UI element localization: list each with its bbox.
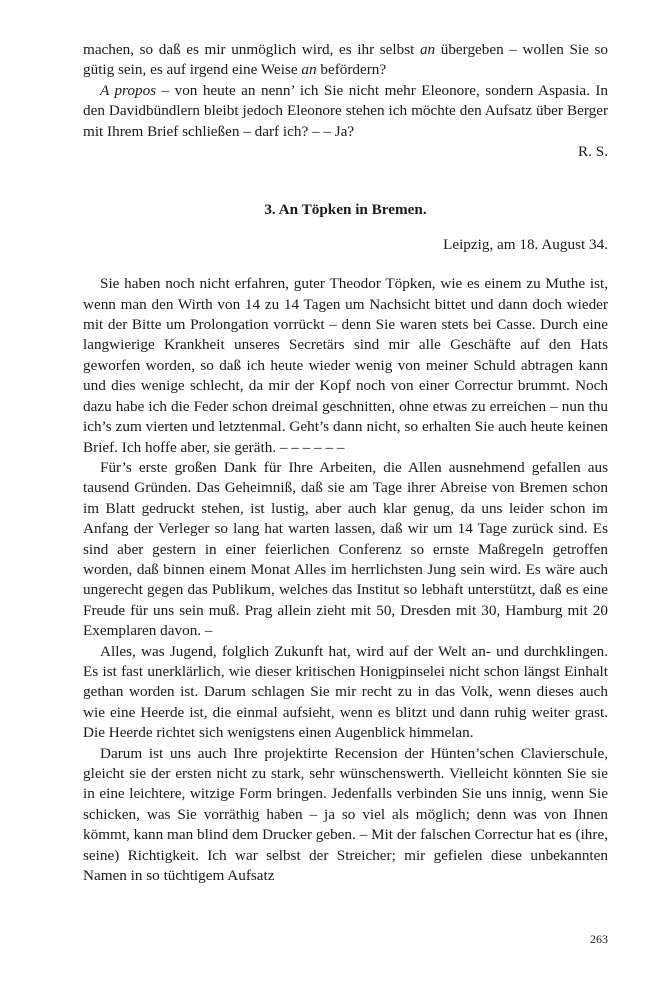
- dateline: Leipzig, am 18. August 34.: [443, 235, 608, 253]
- italic-word: an: [301, 61, 317, 79]
- italic-phrase: A propos: [100, 81, 157, 99]
- body-paragraph: Alles, was Jugend, folglich Zukunft hat, wird auf der Welt an- und durchklingen. Es ist fast unerklärlich, wie dieser kritischen Honigpinselei nicht schon längst Einhalt gethan worden ist. Darum schlagen Sie mir recht zu in das Volk, wenn dieses auch wie eine Heerde ist, die einmal aufsieht, wenn es blitzt und dann ruhig weiter grast. Die Heerde richtet sich wenigstens einen Augenblick himmelan.: [83, 642, 608, 742]
- text-run: machen, so daß es mir unmöglich wird, es ihr selbst: [83, 41, 420, 58]
- paragraph-continuation: [83, 40, 608, 81]
- body-paragraph: Darum ist uns auch Ihre projektirte Recension der Hünten’schen Clavierschule, gleicht sie der ersten nicht zu stark, sehr wünschenswerth. Vielleicht könnten Sie sie in eine leichtere, witzige Form bringen. Jedenfalls verbinden Sie uns innig, wenn Sie schicken, was Sie vorräthig haben – ja so viel als möglich; denn was von Ihnen kömmt, kann man blind dem Drucker geben. – Mit der falschen Correctur hat es (ihre, seine) Richtigkeit. Ich war selbst der Streicher; mir gefielen diese unbekannten Namen in so tüchtigem Aufsatz: [83, 744, 608, 885]
- text-run: übergeben – wollen Sie so gütig sein, es auf irgend eine Weise: [83, 41, 608, 79]
- paragraph-apropos: [83, 81, 608, 142]
- page-number: 263: [590, 932, 608, 946]
- italic-word: an: [419, 41, 436, 58]
- signature: R. S.: [578, 143, 608, 161]
- body-paragraph: Für’s erste großen Dank für Ihre Arbeiten, die Allen ausnehmend gefallen aus tausend Gründen. Das Geheimniß, daß sie am Tage ihrer Abreise von Bremen schon im Blatt gedruckt stehen, ist lustig, aber auch klar genug, da uns leider schon im Anfang der Verleger so lang hat warten lassen, daß wir um 14 Tage zurück sind. Es sind aber gestern in einer feierlichen Conferenz so ernste Maßregeln getroffen worden, daß binnen einem Monat Alles im herrlichsten Jung sein wird. Es wäre auch ungerecht gegen das Publikum, welches das Institut so lebhaft unterstützt, daß es eine Freude für uns sein muß. Prag allein zieht mit 50, Dresden mit 30, Hamburg mit 20 Exemplaren davon. –: [83, 458, 608, 640]
- page-body: [83, 40, 608, 886]
- text-run: – von heute an nenn’ ich Sie nicht mehr Eleonore, sondern Aspasia. In den Davidbündlern bleibt jedoch Eleonore stehen ich möchte den Aufsatz über Berger mit Ihrem Brief schließen – darf ich? – – Ja?: [83, 81, 608, 140]
- text-run: befördern?: [316, 61, 387, 79]
- letter-heading: 3. An Töpken in Bremen.: [264, 201, 427, 219]
- body-paragraph: Sie haben noch nicht erfahren, guter Theodor Töpken, wie es einem zu Muthe ist, wenn man den Wirth von 14 zu 14 Tagen um Nachsicht bittet und dann doch wieder mit der Bitte um Prolongation vorrückt – denn Sie waren stets bei Casse. Durch eine langwierige Krankheit unseres Secretärs sind mir alle Geschäfte auf den Hats geworfen worden, so daß ich heute wieder wenig von meiner Schuld abtragen kann und dies wenige schlecht, da mir der Kopf noch von einer Correctur brummt. Noch dazu habe ich die Feder schon dreimal geschnitten, ohne etwas zu erreichen – nun thu ich’s zum vierten und letztenmal. Geht’s dann nicht, so erhalten Sie auch heute keinen Brief. Ich hoffe aber, sie geräth. – – – – – –: [83, 275, 608, 456]
